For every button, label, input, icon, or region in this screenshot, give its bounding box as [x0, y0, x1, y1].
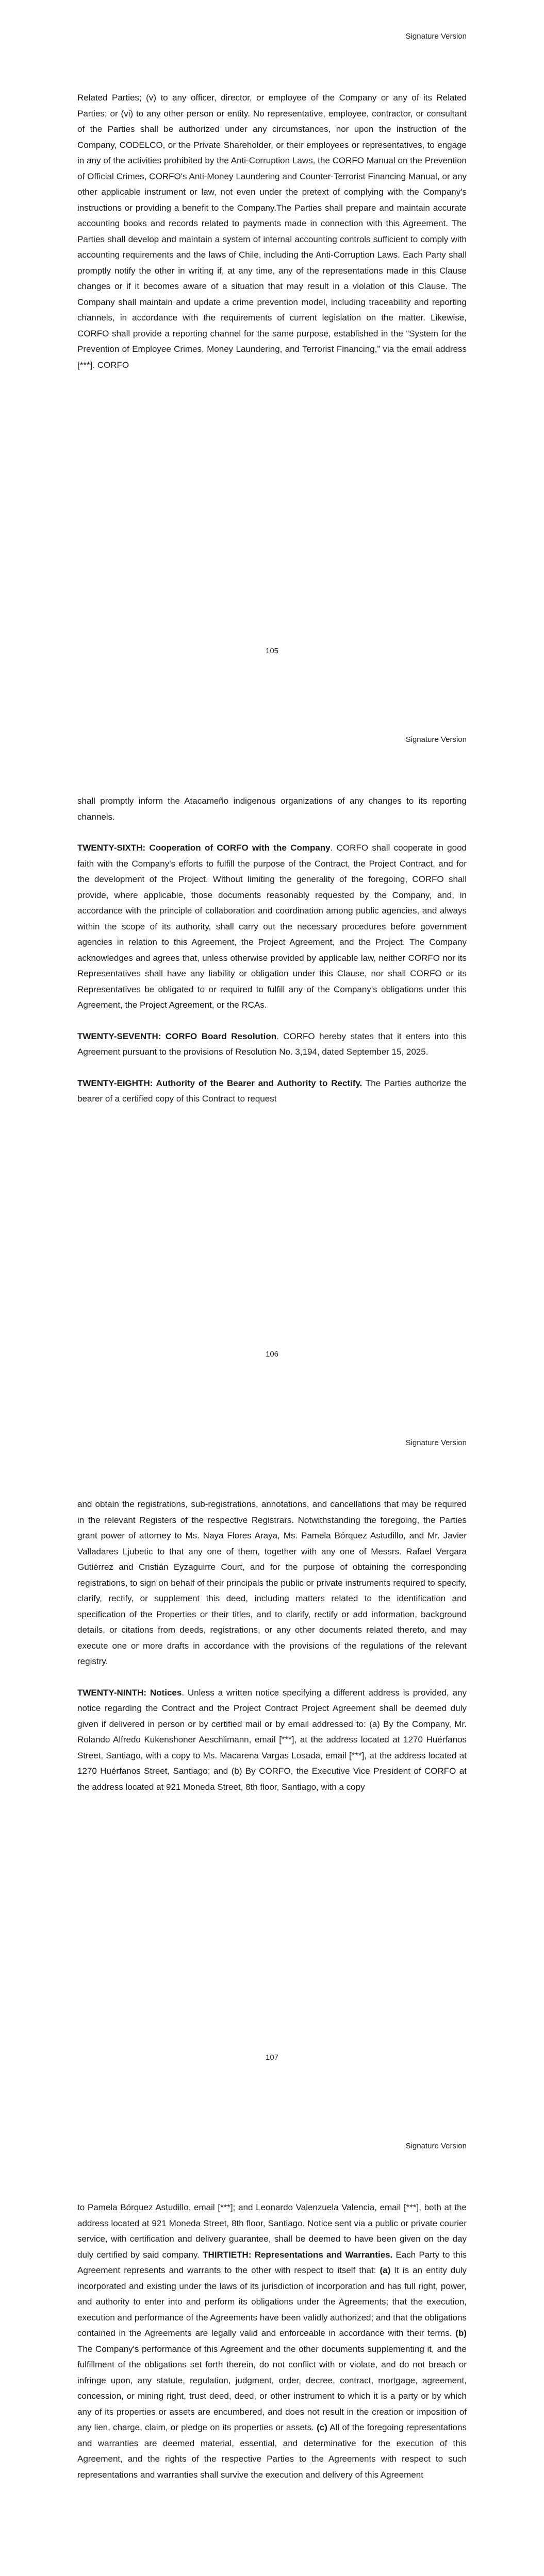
body-paragraph: shall promptly inform the Atacameño indigenous organizations of any changes to its reporting channels.	[77, 796, 467, 822]
clause-heading: TWENTY-EIGHTH: Authority of the Bearer and Authority to Rectify.	[77, 1078, 362, 1088]
body-text: to Pamela Bórquez Astudillo, email [***]; and Leonardo Valenzuela Valencia, email [***], both at the address located at 921 Moneda Street, 8th floor, Santiago. Notice sent via a public or private courier service, with certification and delivery guarantee, shall be deemed to have been given on the day duly certified by said company.	[77, 2202, 467, 2260]
clause-twenty-ninth	[77, 1685, 467, 1795]
document-page-107	[0, 1406, 544, 2110]
clause-text: . CORFO hereby states that it enters into this Agreement pursuant to the provisions of Resolution No. 3,194, dated September 15, 2025.	[77, 1031, 467, 1057]
item-marker-a: (a)	[380, 2265, 391, 2275]
item-marker-c: (c)	[317, 2422, 327, 2432]
signature-version-header: Signature Version	[405, 2142, 467, 2150]
item-marker-b: (b)	[455, 2328, 467, 2338]
clause-heading: THIRTIETH: Representations and Warranties.	[203, 2249, 393, 2260]
page-body	[77, 90, 467, 388]
body-text: All of the foregoing representations and warranties are deemed material, essential, and determinative for the execution of this Agreement, and the rights of the respective Parties to the Agreements with respect to such representations and warranties shall survive the execution and delivery of this Agreement	[77, 2422, 467, 2480]
clause-text: The Parties authorize the bearer of a certified copy of this Contract to request	[77, 1078, 467, 1104]
page-body	[77, 1497, 467, 1810]
clause-text: . CORFO shall cooperate in good faith with the Company's efforts to fulfill the purpose of the Contract, the Project Contract, and for the development of the Project. Without limiting the generality of the foregoing, CORFO shall provide, where applicable, those documents reasonably requested by the Company, and, in accordance with the principle of collaboration and coordination among public agencies, and always within the scope of its authority, shall carry out the necessary procedures before government agencies in relation to this Agreement, the Project Agreement, and the Project. The Company acknowledges and agrees that, unless otherwise provided by applicable law, neither CORFO nor its Representatives shall have any liability or obligation under this Clause, nor shall CORFO or its Representatives be obligated to or required to fulfill any of the Company's obligations under this Agreement, the Project Agreement, or the RCAs.	[77, 843, 467, 1010]
page-number: 106	[265, 1350, 279, 1359]
clause-twenty-seventh	[77, 1029, 467, 1060]
body-text: Each Party to this Agreement represents and warrants to the other with respect to itself that:	[77, 2249, 467, 2275]
body-paragraph: and obtain the registrations, sub-registrations, annotations, and cancellations that may be required in the relevant Registers of the respective Registrars. Notwithstanding the foregoing, the Parties grant power of attorney to Ms. Naya Flores Araya, Ms. Pamela Bórquez Astudillo, and Mr. Javier Valladares Ljubetic to that any one of them, together with any one of Messrs. Rafael Vergara Gutiérrez and Cristián Eyzaguirre Court, and for the purpose of obtaining the corresponding registrations, to sign on behalf of their principals the public or private instruments required to specify, clarify, rectify, or supplement this deed, including matters related to the identification and specification of the Properties or their titles, and to clarify, rectify or add information, background details, or citations from deeds, registrations, or any other documents related thereto, and may execute one or more drafts in accordance with the provisions of the regulations of the relevant registry.	[77, 1499, 467, 1666]
clause-heading: TWENTY-SEVENTH: CORFO Board Resolution	[77, 1031, 277, 1041]
body-text: The Company's performance of this Agreement and the other documents supplementing it, and the fulfillment of the obligations set forth therein, do not conflict with or violate, and do not breach or infringe upon, any statute, regulation, judgment, order, decree, contract, mortgage, agreement, concession, or mining right, trust deed, deed, or other instrument to which it is a party or by which any of its properties or assets are encumbered, and does not result in the creation or imposition of any lien, charge, claim, or pledge on its properties or assets.	[77, 2344, 467, 2432]
clause-text: . Unless a written notice specifying a different address is provided, any notice regarding the Contract and the Project Contract Project Agreement shall be deemed duly given if delivered in person or by certified mail or by email addressed to: (a) By the Company, Mr. Rolando Alfredo Kukenshoner Aeschlimann, email [***], at the address located at 1270 Huérfanos Street, Santiago, with a copy to Ms. Macarena Vargas Losada, email [***], at the address located at 1270 Huérfanos Street, Santiago; and (b) By CORFO, the Executive Vice President of CORFO at the address located at 921 Moneda Street, 8th floor, Santiago, with a copy	[77, 1687, 467, 1792]
clause-heading: TWENTY-SIXTH: Cooperation of CORFO with the Company	[77, 843, 331, 853]
clause-twenty-sixth	[77, 840, 467, 1013]
document-page-106	[0, 703, 544, 1406]
signature-version-header: Signature Version	[405, 735, 467, 744]
clause-twenty-eighth	[77, 1076, 467, 1107]
signature-version-header: Signature Version	[405, 1438, 467, 1447]
page-body	[77, 2200, 467, 2498]
body-text: It is an entity duly incorporated and existing under the laws of its jurisdiction of incorporation and has full right, power, and authority to enter into and perform its obligations under the Agreements; that the execution, execution and performance of the Agreements have been validly authorized; and that the obligations contained in the Agreements are legally valid and enforceable in accordance with their terms.	[77, 2265, 467, 2338]
document-page-105	[0, 0, 544, 703]
page-body	[77, 793, 467, 1123]
signature-version-header: Signature Version	[405, 32, 467, 41]
page-number: 107	[265, 2053, 279, 2062]
page-number: 105	[265, 647, 279, 655]
body-paragraph: Related Parties; (v) to any officer, director, or employee of the Company or any of its Related Parties; or (vi) to any other person or entity. No representative, employee, contractor, or consultant of the Parties shall be authorized under any circumstances, nor upon the instruction of the Company, CODELCO, or the Private Shareholder, or their employees or representatives, to engage in any of the activities prohibited by the Anti-Corruption Laws, the CORFO Manual on the Prevention of Official Crimes, CORFO's Anti-Money Laundering and Counter-Terrorist Financing Manual, or any other applicable instrument or law, not even under the pretext of complying with the Company's instructions or providing a benefit to the Company.The Parties shall prepare and maintain accurate accounting books and records related to payments made in connection with this Agreement. The Parties shall develop and maintain a system of internal accounting controls sufficient to comply with accounting requirements and the laws of Chile, including the Anti-Corruption Laws. Each Party shall promptly notify the other in writing if, at any time, any of the representations made in this Clause changes or if it becomes aware of a situation that may result in a violation of this Clause. The Company shall maintain and update a crime prevention model, including traceability and reporting channels, in accordance with the requirements of current legislation on the matter. Likewise, CORFO shall provide a reporting channel for the same purpose, established in the “System for the Prevention of Employee Crimes, Money Laundering, and Terrorist Financing,” via the email address [***]. CORFO	[77, 93, 467, 370]
clause-heading: TWENTY-NINTH: Notices	[77, 1687, 182, 1698]
document-page-108	[0, 2110, 544, 2576]
clause-thirtieth	[77, 2200, 467, 2483]
